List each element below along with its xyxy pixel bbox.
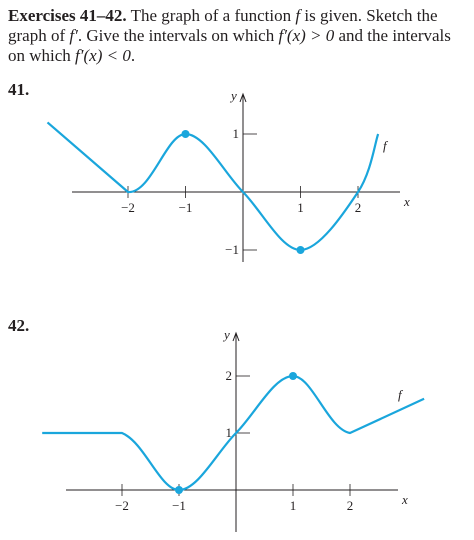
marked-point (175, 486, 183, 494)
y-tick-label: 1 (225, 425, 232, 440)
negative-condition: f′(x) < 0 (75, 46, 131, 65)
graph-41 (0, 90, 474, 290)
problem-number-41: 41. (8, 80, 30, 99)
x-tick-label: −2 (115, 498, 129, 513)
x-tick-label: −2 (121, 200, 135, 215)
graph-42 (0, 325, 474, 535)
x-tick-label: 2 (354, 200, 362, 215)
curve-label: f (398, 387, 402, 402)
marked-point (182, 130, 190, 138)
curve-label: f (383, 138, 387, 153)
y-axis-label: y (231, 88, 237, 103)
x-tick-label: 2 (346, 498, 354, 513)
function-curve (48, 122, 379, 250)
function-name: f (295, 6, 301, 25)
function-curve (42, 376, 424, 490)
y-tick-label: −1 (225, 242, 239, 257)
marked-point (289, 372, 297, 380)
x-axis-label: x (402, 492, 408, 507)
marked-point (297, 246, 305, 254)
y-axis-label: y (224, 327, 230, 342)
instructions-text-4: and the intervals on which (8, 26, 451, 65)
x-tick-label: −1 (178, 200, 193, 215)
x-tick-label: −1 (172, 498, 186, 513)
problem-number-42: 42. (8, 316, 30, 335)
y-tick-label: 2 (225, 368, 232, 383)
instructions-text-5: . (130, 46, 136, 65)
x-axis-label: x (404, 194, 410, 209)
x-tick-label: 1 (297, 200, 304, 215)
instructions-text-3: . Give the intervals on which (77, 26, 279, 45)
instructions-text-2: is given. Sketch the graph of (8, 6, 438, 45)
y-tick-label: 1 (232, 126, 239, 141)
x-tick-label: 1 (289, 498, 297, 513)
instructions-text-1: The graph of a function (126, 6, 296, 25)
exercise-instructions (8, 6, 468, 66)
derivative-name: f′ (69, 26, 78, 45)
exercise-heading: Exercises 41–42. (8, 6, 127, 25)
positive-condition: f′(x) > 0 (278, 26, 335, 45)
